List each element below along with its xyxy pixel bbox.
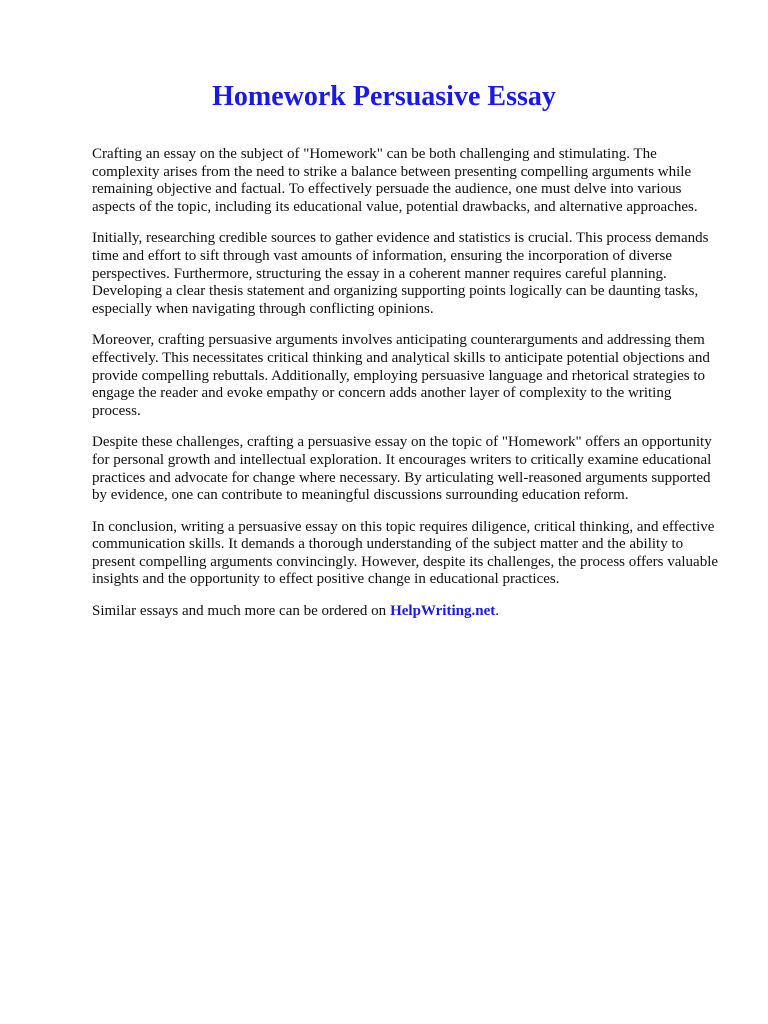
footer-text: Similar essays and much more can be ordered on <box>92 603 387 620</box>
footer-end: . <box>495 603 499 620</box>
essay-body <box>92 146 722 635</box>
footer-line <box>92 603 722 621</box>
paragraph-4: Despite these challenges, crafting a persuasive essay on the topic of "Homework" offers an opportunity for personal growth and intellectual exploration. It encourages writers to critically examine educational practices and advocate for change where necessary. By articulating well-reasoned arguments supported by evidence, one can contribute to meaningful discussions surrounding education reform. <box>92 434 712 504</box>
helpwriting-link[interactable]: HelpWriting.net <box>390 603 496 620</box>
paragraph-2: Initially, researching credible sources to gather evidence and statistics is crucial. This process demands time and effort to sift through vast amounts of information, ensuring the incorporation of diverse perspectives. Furthermore, structuring the essay in a coherent manner requires careful planning. Developing a clear thesis statement and organizing supporting points logically can be daunting tasks, especially when navigating through conflicting opinions. <box>92 230 709 317</box>
paragraph-5: In conclusion, writing a persuasive essay on this topic requires diligence, critical thinking, and effective communication skills. It demands a thorough understanding of the subject matter and the ability to present compelling arguments convincingly. However, despite its challenges, the process offers valuable insights and the opportunity to effect positive change in educational practices. <box>92 518 719 588</box>
paragraph-1: Crafting an essay on the subject of "Homework" can be both challenging and stimulating. The complexity arises from the need to strike a balance between presenting compelling arguments while remaining objective and factual. To effectively persuade the audience, one must delve into various aspects of the topic, including its educational value, potential drawbacks, and alternative approaches. <box>92 146 698 215</box>
paragraph-3: Moreover, crafting persuasive arguments involves anticipating counterarguments and addressing them effectively. This necessitates critical thinking and analytical skills to anticipate potential objections and provide compelling rebuttals. Additionally, employing persuasive language and rhetorical strategies to engage the reader and evoke empathy or concern adds another layer of complexity to the writing process. <box>92 332 710 419</box>
page-title: Homework Persuasive Essay <box>212 81 556 112</box>
